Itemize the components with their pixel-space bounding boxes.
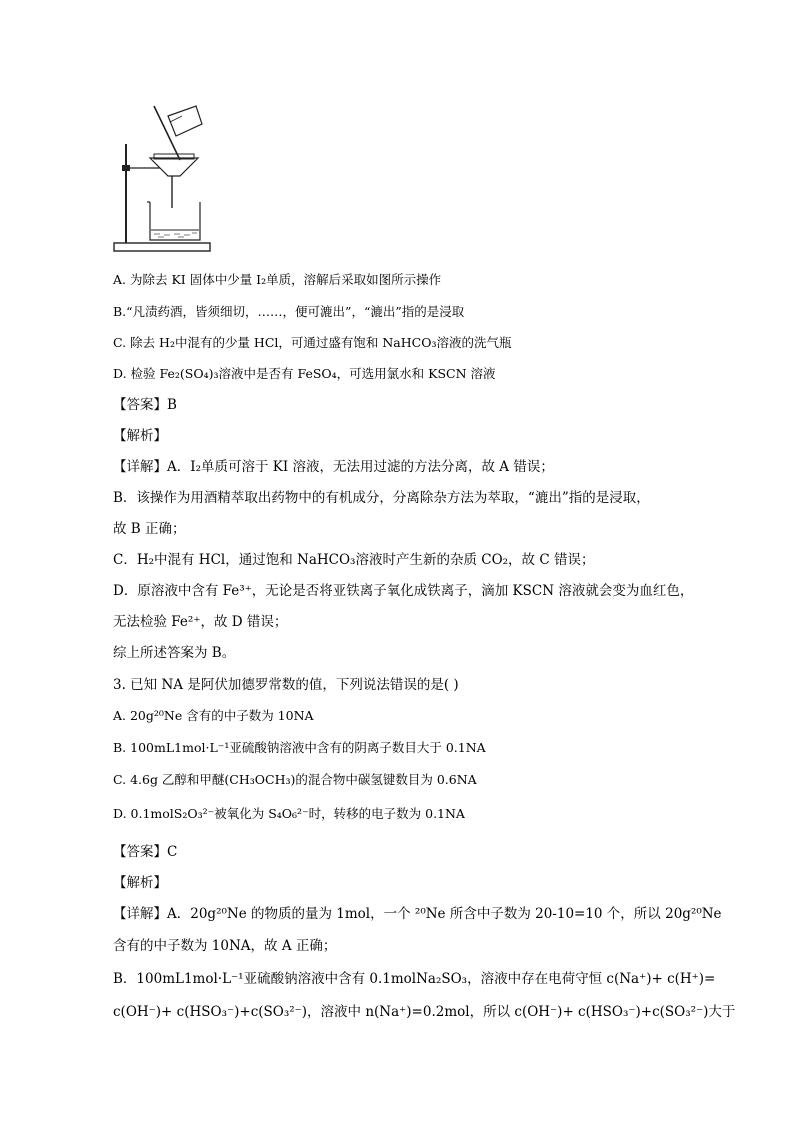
pouring-beaker [168, 106, 202, 136]
answer-tag: 【答案】 [113, 397, 167, 413]
q3-option-c: C. 4.6g 乙醇和甲醚(CH₃OCH₃)的混合物中碳氢键数目为 0.6NA [113, 772, 477, 787]
q2-answer [113, 396, 673, 414]
q2-detail-a: 【详解】A．I₂单质可溶于 KI 溶液，无法用过滤的方法分离，故 A 错误； [113, 459, 554, 475]
q2-option-b: B.“凡渍药酒，皆须细切，……，便可漉出”，“漉出”指的是浸取 [113, 304, 465, 319]
q2-detail-b-1: B．该操作为用酒精萃取出药物中的有机成分，分离除杂方法为萃取，“漉出”指的是浸取， [113, 490, 650, 506]
answer-tag: 【答案】 [113, 844, 167, 860]
clamp-boss [122, 165, 130, 171]
detail-tag: 【详解】 [113, 459, 167, 475]
q3-stem: 3. 已知 NA 是阿伏加德罗常数的值，下列说法错误的是( ) [113, 677, 459, 693]
funnel [150, 158, 198, 176]
q2-option-a: A. 为除去 KI 固体中少量 I₂单质，溶解后采取如图所示操作 [113, 272, 442, 287]
q2-detail-b-2: 故 B 正确； [113, 521, 186, 537]
q2-option-c: C. 除去 H₂中混有的少量 HCl，可通过盛有饱和 NaHCO₃溶液的洗气瓶 [113, 335, 512, 350]
q2-detail-d-2: 无法检验 Fe²⁺，故 D 错误； [113, 614, 288, 630]
q3-answer [113, 843, 673, 861]
q3-detail-b-1: B．100mL1mol·L⁻¹亚硫酸钠溶液中含有 0.1molNa₂SO₃，溶液中存在电荷守恒 c(Na⁺)+ c(H⁺)= [113, 971, 716, 987]
q3-detail-a-2: 含有的中子数为 10NA，故 A 正确； [113, 938, 337, 954]
liquid-texture [154, 233, 197, 237]
q3-analysis-tag: 【解析】 [113, 875, 167, 891]
q2-detail-d-1: D．原溶液中含有 Fe³⁺，无论是否将亚铁离子氧化成铁离子，滴加 KSCN 溶液就会变为血红色， [113, 583, 694, 599]
detail-tag: 【详解】 [113, 906, 167, 922]
stand-base [114, 243, 210, 251]
q3-detail-a-1: 【详解】A．20g²⁰Ne 的物质的量为 1mol，一个 ²⁰Ne 所含中子数为 20-10=10 个，所以 20g²⁰Ne [113, 906, 722, 922]
answer-value: B [167, 397, 177, 413]
q3-detail-b-2: c(OH⁻)+ c(HSO₃⁻)+c(SO₃²⁻)，溶液中 n(Na⁺)=0.2mol，所以 c(OH⁻)+ c(HSO₃⁻)+c(SO₃²⁻)大于 [113, 1004, 736, 1020]
answer-value: C [167, 844, 178, 860]
q3-option-b: B. 100mL1mol·L⁻¹亚硫酸钠溶液中含有的阴离子数目大于 0.1NA [113, 740, 486, 755]
q3-option-d: D. 0.1molS₂O₃²⁻被氧化为 S₄O₆²⁻时，转移的电子数为 0.1NA [113, 806, 465, 821]
q2-option-d: D. 检验 Fe₂(SO₄)₃溶液中是否有 FeSO₄，可选用氯水和 KSCN 溶液 [113, 366, 496, 381]
q3-option-a: A. 20g²⁰Ne 含有的中子数为 10NA [113, 708, 314, 723]
q2-summary: 综上所述答案为 B。 [113, 645, 236, 661]
q2-analysis-tag: 【解析】 [113, 428, 167, 444]
filtration-apparatus-icon [110, 102, 218, 254]
q2-detail-c: C．H₂中混有 HCl，通过饱和 NaHCO₃溶液时产生新的杂质 CO₂，故 C 错误； [113, 552, 595, 568]
